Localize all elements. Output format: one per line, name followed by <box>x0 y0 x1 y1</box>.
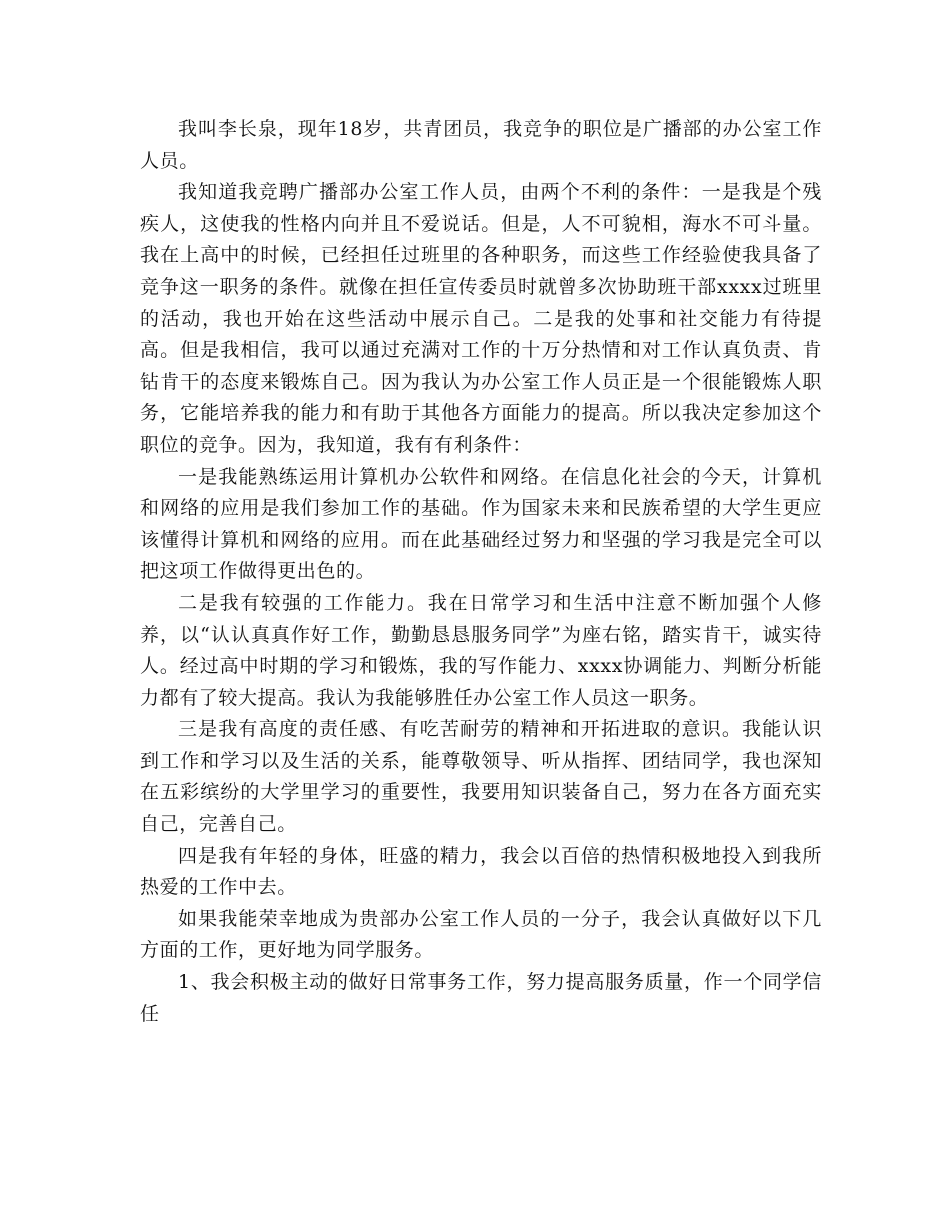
document-body <box>140 114 822 1030</box>
paragraph-intro: 我叫李长泉，现年18岁，共青团员，我竞争的职位是广播部的办公室工作人员。 <box>140 118 822 172</box>
paragraph-commitment: 如果我能荣幸地成为贵部办公室工作人员的一分子，我会认真做好以下几方面的工作，更好地为同学服务。 <box>140 907 822 962</box>
paragraph-point-four: 四是我有年轻的身体，旺盛的精力，我会以百倍的热情积极地投入到我所热爱的工作中去。 <box>140 844 822 899</box>
paragraph-conditions: 我知道我竞聘广播部办公室工作人员，由两个不利的条件：一是我是个残疾人，这使我的性格内向并且不爱说话。但是，人不可貌相，海水不可斗量。我在上高中的时候，已经担任过班里的各种职务，而这些工作经验使我具备了竞争这一职务的条件。就像在担任宣传委员时就曾多次协助班干部xxxx过班里的活动，我也开始在这些活动中展示自己。二是我的处事和社交能力有待提高。但是我相信，我可以通过充满对工作的十万分热情和对工作认真负责、肯钻肯干的态度来锻炼自己。因为我认为办公室工作人员正是一个很能锻炼人职务，它能培养我的能力和有助于其他各方面能力的提高。所以我决定参加这个职位的竞争。因为，我知道，我有有利条件： <box>140 181 822 456</box>
paragraph-item-one: 1、我会积极主动的做好日常事务工作，努力提高服务质量，作一个同学信任 <box>140 971 822 1025</box>
paragraph-point-three: 三是我有高度的责任感、有吃苦耐劳的精神和开拓进取的意识。我能认识到工作和学习以及生活的关系，能尊敬领导、听从指挥、团结同学，我也深知在五彩缤纷的大学里学习的重要性，我要用知识装备自己，努力在各方面充实自己，完善自己。 <box>140 718 822 836</box>
paragraph-point-two: 二是我有较强的工作能力。我在日常学习和生活中注意不断加强个人修养，以“认认真真作好工作，勤勤恳恳服务同学”为座右铭，踏实肯干，诚实待人。经过高中时期的学习和锻炼，我的写作能力、xxxx协调能力、判断分析能力都有了较大提高。我认为我能够胜任办公室工作人员这一职务。 <box>140 591 822 709</box>
paragraph-point-one: 一是我能熟练运用计算机办公软件和网络。在信息化社会的今天，计算机和网络的应用是我们参加工作的基础。作为国家未来和民族希望的大学生更应该懂得计算机和网络的应用。而在此基础经过努力和坚强的学习我是完全可以把这项工作做得更出色的。 <box>140 465 822 583</box>
